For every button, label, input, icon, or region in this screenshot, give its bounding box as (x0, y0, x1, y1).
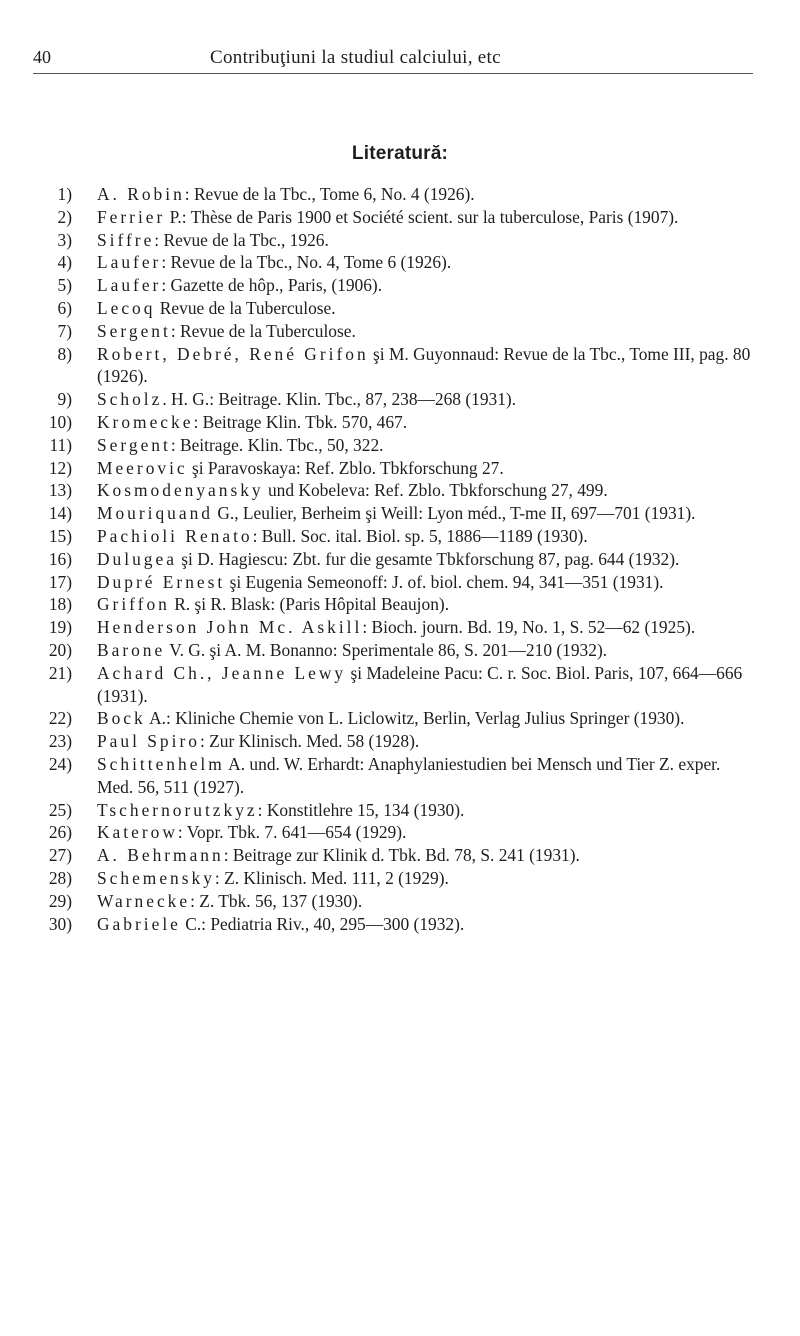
reference-item (0, 183, 800, 206)
reference-item (0, 662, 800, 708)
reference-number: 18) (48, 594, 72, 615)
reference-author: Warnecke (97, 890, 191, 911)
reference-body (97, 229, 755, 252)
reference-body (97, 844, 755, 867)
reference-number: 23) (48, 731, 72, 752)
reference-body (97, 639, 755, 662)
reference-author: A. Behrmann (97, 845, 224, 866)
reference-citation: A.: Kliniche Chemie von L. Liclowitz, Berlin, Verlag Julius Springer (1930). (145, 708, 685, 729)
reference-author: Bock (97, 708, 146, 729)
reference-number: 21) (48, 662, 72, 683)
reference-citation: : Zur Klinisch. Med. 58 (1928). (199, 731, 420, 752)
header-rule (33, 73, 753, 74)
reference-item (0, 251, 800, 274)
reference-number: 9) (57, 389, 72, 410)
reference-number: 29) (48, 890, 72, 911)
reference-number: 16) (48, 548, 72, 569)
reference-author: Laufer (97, 252, 162, 273)
reference-body (97, 388, 755, 411)
reference-citation: : Revue de la Tbc., Tome 6, No. 4 (1926). (184, 184, 475, 204)
reference-item (0, 639, 800, 662)
reference-body (97, 913, 755, 936)
reference-author: Siffre (97, 229, 155, 250)
reference-item (0, 229, 800, 252)
reference-item (0, 457, 800, 480)
reference-number: 25) (48, 799, 72, 820)
reference-citation: . H. G.: Beitrage. Klin. Tbc., 87, 238—268 (1931). (162, 389, 517, 410)
reference-number: 14) (48, 503, 72, 524)
reference-number: 12) (48, 457, 72, 478)
reference-citation: : Konstitlehre 15, 134 (1930). (257, 799, 465, 820)
reference-body (97, 593, 755, 616)
reference-body (97, 890, 755, 913)
reference-author: Sergent (97, 434, 171, 455)
reference-author: Meerovic (97, 457, 188, 478)
reference-author: Katerow (97, 822, 178, 843)
reference-item (0, 890, 800, 913)
reference-author: Scholz (97, 389, 163, 410)
reference-item (0, 525, 800, 548)
reference-item (0, 913, 800, 936)
reference-author: Paul Spiro (97, 731, 200, 752)
reference-body (97, 753, 755, 799)
reference-number: 8) (57, 343, 72, 364)
reference-citation: G., Leulier, Berheim şi Weill: Lyon méd., T-me II, 697—701 (1931). (212, 503, 696, 524)
page-number: 40 (33, 47, 51, 67)
reference-number: 3) (57, 229, 72, 250)
reference-number: 10) (48, 411, 72, 432)
reference-citation: V. G. şi A. M. Bonanno: Sperimentale 86, S. 201—210 (1932). (165, 639, 608, 660)
reference-citation: Revue de la Tuberculose. (155, 297, 336, 318)
reference-number: 2) (57, 206, 72, 227)
reference-item (0, 320, 800, 343)
reference-item (0, 411, 800, 434)
reference-author: A. Robin (97, 184, 185, 204)
reference-citation: : Vopr. Tbk. 7. 641—654 (1929). (177, 822, 407, 843)
reference-author: Lecoq (97, 297, 156, 318)
reference-number: 30) (48, 913, 72, 934)
reference-author: Ferrier (97, 206, 166, 227)
reference-item (0, 730, 800, 753)
reference-citation: P.: Thèse de Paris 1900 et Société scient. sur la tuberculose, Paris (1907). (165, 206, 679, 227)
reference-body (97, 821, 755, 844)
reference-item (0, 479, 800, 502)
reference-body (97, 297, 755, 320)
reference-body (97, 730, 755, 753)
reference-citation: : Beitrage. Klin. Tbc., 50, 322. (170, 434, 384, 455)
reference-body (97, 525, 755, 548)
reference-body (97, 867, 755, 890)
reference-author: Tschernorutzkyz (97, 799, 258, 820)
reference-body (97, 548, 755, 571)
reference-item (0, 343, 800, 389)
reference-citation: : Revue de la Tbc., No. 4, Tome 6 (1926). (161, 252, 452, 273)
reference-body (97, 662, 755, 708)
reference-author: Sergent (97, 320, 171, 341)
reference-number: 24) (48, 753, 72, 774)
reference-author: Schittenhelm (97, 753, 225, 774)
reference-number: 6) (57, 297, 72, 318)
reference-citation: : Gazette de hôp., Paris, (1906). (161, 275, 383, 296)
reference-citation: : Z. Klinisch. Med. 111, 2 (1929). (214, 867, 449, 888)
reference-item (0, 434, 800, 457)
reference-number: 4) (57, 252, 72, 273)
reference-body (97, 206, 755, 229)
reference-body (97, 502, 755, 525)
running-title: Contribuţiuni la studiul calciului, etc (210, 47, 501, 68)
section-title: Literatură: (351, 143, 449, 164)
reference-item (0, 616, 800, 639)
reference-citation: şi Eugenia Semeonoff: J. of. biol. chem. 94, 341—351 (1931). (225, 571, 664, 592)
reference-item (0, 753, 800, 799)
reference-number: 1) (57, 184, 72, 204)
reference-body (97, 479, 755, 502)
reference-item (0, 867, 800, 890)
reference-number: 19) (48, 617, 72, 638)
reference-item (0, 571, 800, 594)
reference-citation: : Bioch. journ. Bd. 19, No. 1, S. 52—62 (1925). (362, 617, 696, 638)
page-header (0, 0, 800, 120)
reference-body (97, 274, 755, 297)
reference-number: 20) (48, 639, 72, 660)
reference-citation: R. şi R. Blask: (Paris Hôpital Beaujon). (169, 594, 450, 615)
reference-citation: şi Madeleine Pacu: C. r. Soc. Biol. Paris, 107, 664—666 (1931). (97, 662, 743, 706)
reference-author: Pachioli Renato (97, 525, 253, 546)
reference-number: 5) (57, 275, 72, 296)
reference-item (0, 821, 800, 844)
reference-author: Griffon (97, 594, 170, 615)
reference-number: 17) (48, 571, 72, 592)
reference-citation: : Z. Tbk. 56, 137 (1930). (190, 890, 363, 911)
reference-citation: A. und. W. Erhardt: Anaphylaniestudien bei Mensch und Tier Z. exper. Med. 56, 511 (1927). (97, 753, 721, 797)
reference-author: Kosmodenyansky (97, 480, 264, 501)
reference-body (97, 320, 755, 343)
reference-item (0, 593, 800, 616)
reference-item (0, 799, 800, 822)
reference-citation: : Revue de la Tbc., 1926. (154, 229, 329, 250)
reference-number: 22) (48, 708, 72, 729)
reference-number: 27) (48, 845, 72, 866)
reference-item (0, 844, 800, 867)
reference-author: Robert, Debré, René Grifon (97, 343, 369, 364)
reference-author: Gabriele (97, 913, 181, 934)
reference-item (0, 388, 800, 411)
reference-body (97, 434, 755, 457)
reference-item (0, 502, 800, 525)
reference-citation: : Bull. Soc. ital. Biol. sp. 5, 1886—1189 (1930). (252, 525, 588, 546)
reference-citation: şi D. Hagiescu: Zbt. fur die gesamte Tbkforschung 87, pag. 644 (1932). (176, 548, 680, 569)
reference-body (97, 571, 755, 594)
reference-item (0, 297, 800, 320)
reference-number: 13) (48, 480, 72, 501)
reference-body (97, 707, 755, 730)
reference-citation: C.: Pediatria Riv., 40, 295—300 (1932). (180, 913, 465, 934)
reference-number: 28) (48, 867, 72, 888)
reference-citation: şi Paravoskaya: Ref. Zblo. Tbkforschung 27. (187, 457, 504, 478)
reference-author: Laufer (97, 275, 162, 296)
reference-item (0, 707, 800, 730)
reference-citation: : Beitrage zur Klinik d. Tbk. Bd. 78, S. 241 (1931). (223, 845, 580, 866)
reference-citation: : Revue de la Tuberculose. (170, 320, 356, 341)
reference-body (97, 457, 755, 480)
reference-body (97, 799, 755, 822)
reference-number: 26) (48, 822, 72, 843)
reference-author: Schemensky (97, 867, 215, 888)
reference-number: 11) (49, 434, 72, 455)
reference-body (97, 251, 755, 274)
reference-citation: : Beitrage Klin. Tbk. 570, 467. (193, 411, 408, 432)
reference-citation: und Kobeleva: Ref. Zblo. Tbkforschung 27, 499. (263, 480, 608, 501)
reference-number: 7) (57, 320, 72, 341)
reference-item (0, 206, 800, 229)
reference-author: Henderson John Mc. Askill (97, 617, 363, 638)
reference-item (0, 274, 800, 297)
reference-item (0, 548, 800, 571)
reference-author: Dulugea (97, 548, 177, 569)
reference-author: Dupré Ernest (97, 571, 226, 592)
reference-body (97, 343, 755, 389)
reference-body (97, 411, 755, 434)
reference-body (97, 616, 755, 639)
reference-list (0, 183, 800, 935)
reference-number: 15) (48, 525, 72, 546)
reference-author: Kromecke (97, 411, 194, 432)
reference-author: Barone (97, 639, 166, 660)
reference-author: Achard Ch., Jeanne Lewy (97, 662, 347, 683)
reference-author: Mouriquand (97, 503, 213, 524)
reference-body (97, 183, 755, 206)
reference-citation: şi M. Guyonnaud: Revue de la Tbc., Tome III, pag. 80 (1926). (97, 343, 751, 387)
